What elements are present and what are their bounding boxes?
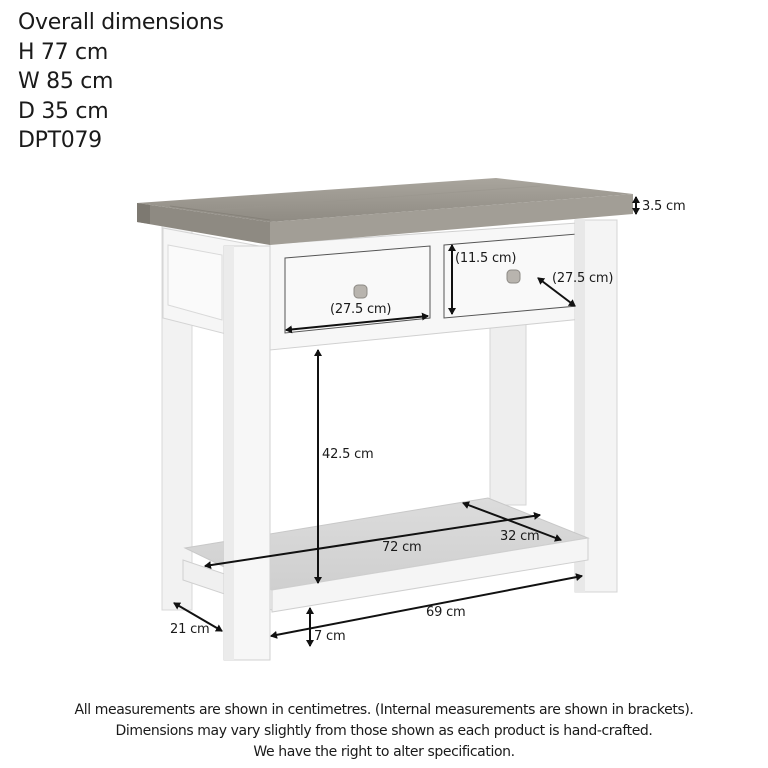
front-left-leg [224,246,270,660]
label-side-depth: 21 cm [170,622,210,637]
label-drawer-depth: (27.5 cm) [552,271,614,286]
overall-title: Overall dimensions [18,10,224,35]
overall-width: W 85 cm [18,69,114,94]
drawer-knob-left [354,285,367,298]
product-code: DPT079 [18,128,102,153]
footer-line-3: We have the right to alter specification. [253,744,515,760]
label-shelf-depth: 32 cm [500,529,540,544]
drawer-left [285,246,430,333]
label-front-rail: 69 cm [426,605,466,620]
label-top-thickness: 3.5 cm [642,199,686,214]
overall-height: H 77 cm [18,39,108,65]
footer-notes [0,700,768,763]
footer-line-2: Dimensions may vary slightly from those shown as each product is hand-crafted. [115,723,653,739]
footer-line-1: All measurements are shown in centimetres. (Internal measurements are shown in brackets). [74,702,694,718]
label-drawer-width: (27.5 cm) [330,302,392,317]
drawer-knob-right [507,270,520,283]
label-shelf-width: 72 cm [382,540,422,555]
overall-depth: D 35 cm [18,98,109,124]
label-floor-clearance: 7 cm [314,629,346,644]
back-right-leg [490,320,526,505]
label-shelf-clearance: 42.5 cm [322,447,374,462]
label-drawer-height: (11.5 cm) [455,251,517,266]
